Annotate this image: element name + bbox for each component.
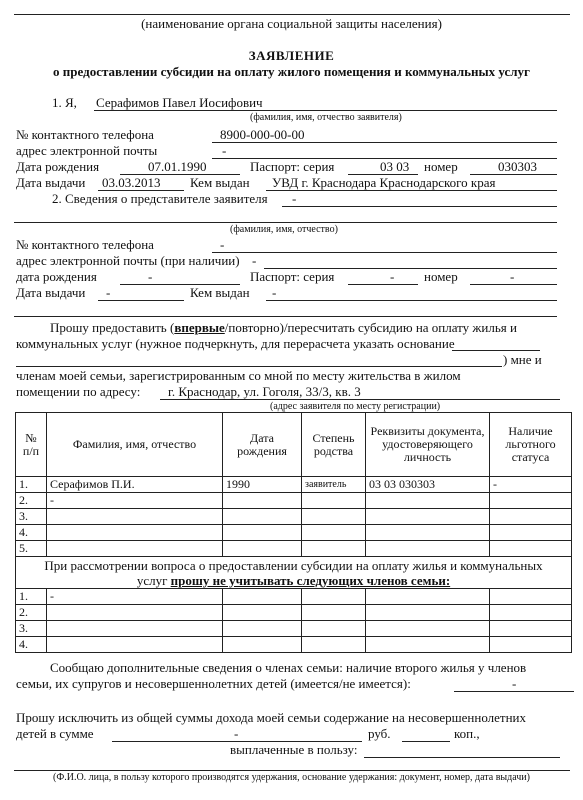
rep-issued-by-label: Кем выдан bbox=[190, 285, 250, 300]
org-caption: (наименование органа социальной защиты населения) bbox=[141, 16, 442, 31]
cell[interactable] bbox=[47, 541, 223, 557]
paid-to-label: выплаченные в пользу: bbox=[230, 742, 358, 757]
cell[interactable] bbox=[302, 493, 366, 509]
rep-dob[interactable]: - bbox=[148, 269, 153, 284]
cell[interactable]: 1990 bbox=[223, 477, 302, 493]
rep-issue-date[interactable]: - bbox=[106, 285, 111, 300]
cell[interactable]: 3. bbox=[16, 621, 47, 637]
rep-issued-by[interactable]: - bbox=[272, 285, 277, 300]
cell[interactable] bbox=[490, 509, 572, 525]
applicant-dob[interactable]: 07.01.1990 bbox=[148, 159, 207, 174]
cell[interactable] bbox=[47, 525, 223, 541]
deduction-line-1: Прошу исключить из общей суммы дохода моей семьи содержание на несовершеннолетних bbox=[16, 710, 527, 725]
request-line-2-tail: ) мне и bbox=[503, 352, 542, 367]
cell[interactable] bbox=[302, 541, 366, 557]
exclude-heading: При рассмотрении вопроса о предоставлении субсидии на оплату жилья и коммунальных услуг прошу не учитывать следующих членов семьи: bbox=[16, 557, 572, 589]
cell[interactable] bbox=[223, 525, 302, 541]
deduction-caption: (Ф.И.О. лица, в пользу которого производятся удержания, основание удержания: документ, номер, дата выдачи) bbox=[53, 772, 530, 783]
cell[interactable] bbox=[47, 509, 223, 525]
document-subtitle: о предоставлении субсидии на оплату жилого помещения и коммунальных услуг bbox=[53, 64, 530, 79]
applicant-number: 1. Я, bbox=[52, 95, 77, 110]
rep-passport-number[interactable]: - bbox=[510, 269, 515, 284]
representative-name-caption: (фамилия, имя, отчество) bbox=[230, 224, 338, 235]
cell[interactable]: 1. bbox=[16, 589, 47, 605]
document-title: ЗАЯВЛЕНИЕ bbox=[248, 48, 335, 63]
cell[interactable]: Серафимов П.И. bbox=[47, 477, 223, 493]
cell[interactable] bbox=[366, 605, 490, 621]
representative-name[interactable]: - bbox=[292, 191, 297, 206]
rep-passport-series[interactable]: - bbox=[390, 269, 395, 284]
second-home-value[interactable]: - bbox=[512, 676, 517, 691]
cell[interactable] bbox=[302, 621, 366, 637]
cell[interactable] bbox=[490, 605, 572, 621]
request-line-1: Прошу предоставить (впервые/повторно)/пересчитать субсидию на оплату жилья и bbox=[50, 320, 517, 335]
cell[interactable] bbox=[302, 637, 366, 653]
passport-number-label: номер bbox=[424, 159, 458, 174]
rep-phone[interactable]: - bbox=[220, 237, 225, 252]
cell[interactable] bbox=[223, 605, 302, 621]
cell[interactable] bbox=[47, 637, 223, 653]
col-name-header: Фамилия, имя, отчество bbox=[47, 413, 223, 477]
additional-line-1: Сообщаю дополнительные сведения о членах семьи: наличие второго жилья у членов bbox=[50, 660, 527, 675]
table-row bbox=[16, 477, 572, 493]
family-table-header bbox=[16, 413, 572, 477]
col-dob-header: Дата рождения bbox=[223, 413, 302, 477]
representative-heading: 2. Сведения о представителе заявителя bbox=[52, 191, 268, 206]
passport-series[interactable]: 03 03 bbox=[380, 159, 410, 174]
additional-line-2: семьи, их супругов и несовершеннолетних детей (имеется/не имеется): bbox=[16, 676, 411, 691]
col-relation-header: Степень родства bbox=[302, 413, 366, 477]
cell[interactable] bbox=[302, 509, 366, 525]
request-address[interactable]: г. Краснодар, ул. Гоголя, 33/3, кв. 3 bbox=[168, 384, 361, 399]
family-members-table bbox=[15, 412, 572, 653]
issue-date-label: Дата выдачи bbox=[16, 175, 86, 190]
cell[interactable]: заявитель bbox=[302, 477, 366, 493]
first-time-option[interactable]: впервые bbox=[174, 320, 225, 335]
cell[interactable] bbox=[223, 541, 302, 557]
col-number-header: № п/п bbox=[16, 413, 47, 477]
col-document-header: Реквизиты документа, удостоверяющего личность bbox=[366, 413, 490, 477]
col-benefit-header: Наличие льготного статуса bbox=[490, 413, 572, 477]
cell[interactable] bbox=[302, 525, 366, 541]
cell[interactable] bbox=[223, 493, 302, 509]
issue-date[interactable]: 03.03.2013 bbox=[102, 175, 161, 190]
applicant-email[interactable]: - bbox=[222, 143, 227, 158]
cell[interactable] bbox=[366, 541, 490, 557]
table-row bbox=[16, 621, 572, 637]
cell[interactable] bbox=[302, 605, 366, 621]
cell[interactable] bbox=[366, 493, 490, 509]
rep-email[interactable]: - bbox=[252, 253, 257, 268]
cell[interactable]: 2. bbox=[16, 605, 47, 621]
exclude-heading-row bbox=[16, 557, 572, 589]
table-row bbox=[16, 605, 572, 621]
rep-issue-date-label: Дата выдачи bbox=[16, 285, 86, 300]
rep-email-label: адрес электронной почты (при наличии) bbox=[16, 253, 240, 268]
passport-number[interactable]: 030303 bbox=[498, 159, 537, 174]
cell[interactable]: - bbox=[490, 477, 572, 493]
applicant-name-caption: (фамилия, имя, отчество заявителя) bbox=[250, 112, 402, 123]
cell[interactable]: - bbox=[47, 493, 223, 509]
applicant-full-name[interactable]: Серафимов Павел Иосифович bbox=[96, 95, 263, 110]
cell[interactable]: 3. bbox=[16, 509, 47, 525]
rep-passport-series-label: Паспорт: серия bbox=[250, 269, 335, 284]
kop-label: коп., bbox=[454, 726, 480, 741]
table-row bbox=[16, 509, 572, 525]
cell[interactable]: 4. bbox=[16, 525, 47, 541]
request-line-3: членам моей семьи, зарегистрированным со мной по месту жительства в жилом bbox=[16, 368, 461, 383]
cell[interactable] bbox=[223, 637, 302, 653]
applicant-email-label: адрес электронной почты bbox=[16, 143, 158, 158]
cell[interactable] bbox=[223, 589, 302, 605]
cell[interactable] bbox=[490, 637, 572, 653]
cell[interactable]: 5. bbox=[16, 541, 47, 557]
issued-by-label: Кем выдан bbox=[190, 175, 250, 190]
table-row bbox=[16, 541, 572, 557]
cell[interactable] bbox=[490, 621, 572, 637]
cell[interactable] bbox=[47, 605, 223, 621]
request-line-2: коммунальных услуг (нужное подчеркнуть, для перерасчета указать основание bbox=[16, 336, 455, 351]
cell[interactable] bbox=[366, 509, 490, 525]
passport-series-label: Паспорт: серия bbox=[250, 159, 335, 174]
issued-by[interactable]: УВД г. Краснодара Краснодарского края bbox=[272, 175, 496, 190]
cell[interactable]: - bbox=[47, 589, 223, 605]
table-row bbox=[16, 637, 572, 653]
cell[interactable] bbox=[366, 525, 490, 541]
cell[interactable] bbox=[366, 637, 490, 653]
address-caption: (адрес заявителя по месту регистрации) bbox=[270, 401, 441, 412]
cell[interactable] bbox=[366, 589, 490, 605]
applicant-phone[interactable]: 8900-000-00-00 bbox=[220, 127, 305, 142]
cell[interactable]: 4. bbox=[16, 637, 47, 653]
table-row bbox=[16, 589, 572, 605]
cell[interactable] bbox=[223, 509, 302, 525]
table-row bbox=[16, 525, 572, 541]
rub-label: руб. bbox=[368, 726, 391, 741]
cell[interactable] bbox=[490, 541, 572, 557]
cell[interactable]: 03 03 030303 bbox=[366, 477, 490, 493]
cell[interactable] bbox=[47, 621, 223, 637]
cell[interactable] bbox=[223, 621, 302, 637]
deduction-sum-label: детей в сумме bbox=[16, 726, 94, 741]
cell[interactable]: 1. bbox=[16, 477, 47, 493]
cell[interactable] bbox=[302, 589, 366, 605]
applicant-phone-label: № контактного телефона bbox=[16, 127, 154, 142]
table-row bbox=[16, 493, 572, 509]
request-address-label: помещении по адресу: bbox=[16, 384, 141, 399]
deduction-sum[interactable]: - bbox=[234, 726, 239, 741]
rep-phone-label: № контактного телефона bbox=[16, 237, 154, 252]
rep-passport-number-label: номер bbox=[424, 269, 458, 284]
cell[interactable] bbox=[490, 493, 572, 509]
cell[interactable] bbox=[366, 621, 490, 637]
rep-dob-label: дата рождения bbox=[16, 269, 97, 284]
cell[interactable]: 2. bbox=[16, 493, 47, 509]
cell[interactable] bbox=[490, 525, 572, 541]
cell[interactable] bbox=[490, 589, 572, 605]
applicant-dob-label: Дата рождения bbox=[16, 159, 100, 174]
